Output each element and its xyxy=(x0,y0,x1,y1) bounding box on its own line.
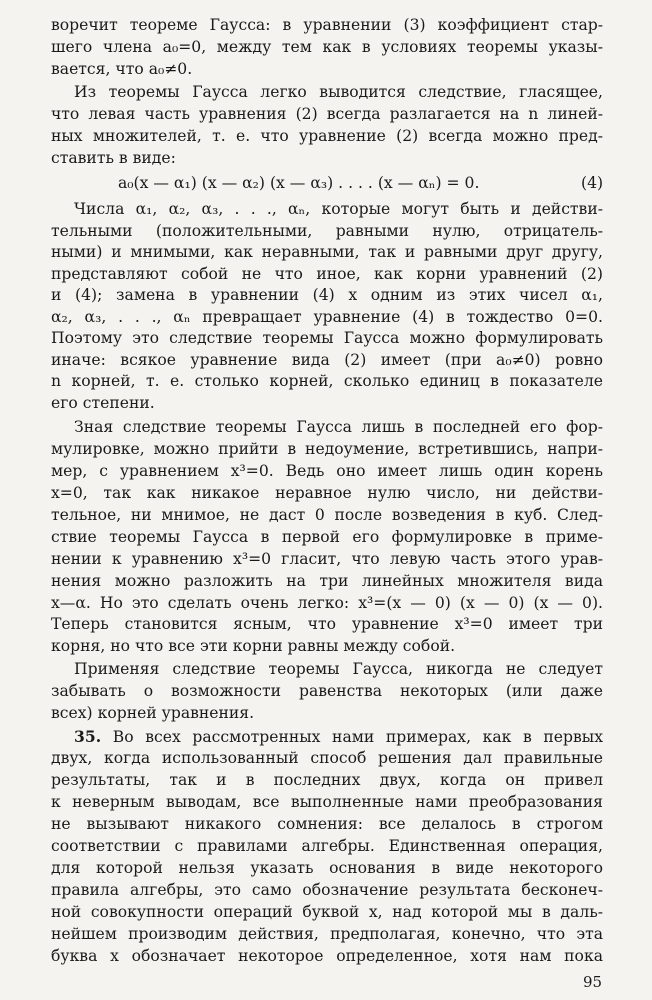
text-line: к неверным выводам, все выполненные нами преобразования xyxy=(51,793,603,811)
text-line: шего члена a₀=0, между тем как в условиях теоремы указы- xyxy=(51,38,603,56)
text-line: всех) корней уравнения. xyxy=(51,704,255,722)
text-line: Зная следствие теоремы Гаусса лишь в последней его фор- xyxy=(74,418,603,436)
text-line: мулировке, можно прийти в недоумение, встретившись, напри- xyxy=(51,440,603,458)
text-line: ными) и мнимыми, как неравными, так и равными друг другу, xyxy=(51,243,603,261)
text-line: Применяя следствие теоремы Гаусса, никогда не следует xyxy=(74,660,603,678)
section-number: 35. xyxy=(74,727,102,746)
text-line: правила алгебры, это само обозначение результата бесконеч- xyxy=(51,881,603,899)
text-line: соответствии с правилами алгебры. Единственная операция, xyxy=(51,837,603,855)
equation-number: (4) xyxy=(581,174,604,192)
text-line: Поэтому это следствие теоремы Гаусса можно формулировать xyxy=(51,329,603,347)
text-line: тельными (положительными, равными нулю, отрицатель- xyxy=(51,222,603,240)
text-line: корня, но что все эти корни равны между собой. xyxy=(51,637,456,655)
text-line: мер, с уравнением x³=0. Ведь оно имеет лишь один корень xyxy=(51,462,603,480)
text-line: x—α. Но это сделать очень легко: x³=(x — 0) (x — 0) (x — 0). xyxy=(51,594,603,612)
text-line: нении к уравнению x³=0 гласит, что левую часть этого урав- xyxy=(51,550,603,568)
text-line: для которой нельзя указать основания в виде некоторого xyxy=(51,859,603,877)
text-line: не вызывают никакого сомнения: все делалось в строгом xyxy=(51,815,603,833)
text-line: воречит теореме Гаусса: в уравнении (3) коэффициент стар- xyxy=(51,16,603,34)
text-line: Во всех рассмотренных нами примерах, как в первых xyxy=(101,728,603,746)
text-line: x=0, так как никакое неравное нулю число, ни действи- xyxy=(51,484,603,502)
text-line: Теперь становится ясным, что уравнение x³=0 имеет три xyxy=(51,615,603,633)
text-line: буква x обозначает некоторое определенное, хотя нам пока xyxy=(51,947,603,965)
text-line: забывать о возможности равенства некоторых (или даже xyxy=(51,682,603,700)
text-line: ставить в виде: xyxy=(51,149,176,167)
text-line: α₂, α₃, . . ., αₙ превращает уравнение (4) в тождество 0=0. xyxy=(51,308,603,326)
text-line: нейшем производим действия, предполагая, конечно, что эта xyxy=(51,925,603,943)
text-line: ствие теоремы Гаусса в первой его формулировке в приме- xyxy=(51,528,603,546)
text-line: двух, когда использованный способ решения дал правильные xyxy=(51,749,603,767)
text-line: n корней, т. е. столько корней, сколько единиц в показателе xyxy=(51,372,603,390)
text-line: результаты, так и в последних двух, когда он привел xyxy=(51,771,603,789)
text-line: Из теоремы Гаусса легко выводится следствие, гласящее, xyxy=(74,83,603,101)
text-line: Числа α₁, α₂, α₃, . . ., αₙ, которые могут быть и действи- xyxy=(74,200,603,218)
text-line: и (4); замена в уравнении (4) x одним из этих чисел α₁, xyxy=(51,286,603,304)
equation-formula: a₀(x — α₁) (x — α₂) (x — α₃) . . . . (x — αₙ) = 0. xyxy=(118,174,480,192)
text-line: его степени. xyxy=(51,394,155,412)
text-line: иначе: всякое уравнение вида (2) имеет (при a₀≠0) ровно xyxy=(51,351,603,369)
text-line: что левая часть уравнения (2) всегда разлагается на n линей- xyxy=(51,105,603,123)
text-line: ной совокупности операций буквой x, над которой мы в даль- xyxy=(51,903,603,921)
text-line: вается, что a₀≠0. xyxy=(51,60,193,78)
text-line: нения можно разложить на три линейных множителя вида xyxy=(51,572,603,590)
text-line: представляют собой не что иное, как корни уравнений (2) xyxy=(51,265,603,283)
text-line: ных множителей, т. е. что уравнение (2) всегда можно пред- xyxy=(51,127,603,145)
page-number: 95 xyxy=(583,973,603,991)
section-first-line xyxy=(74,726,603,748)
text-line: тельное, ни мнимое, не даст 0 после возведения в куб. След- xyxy=(51,506,603,524)
